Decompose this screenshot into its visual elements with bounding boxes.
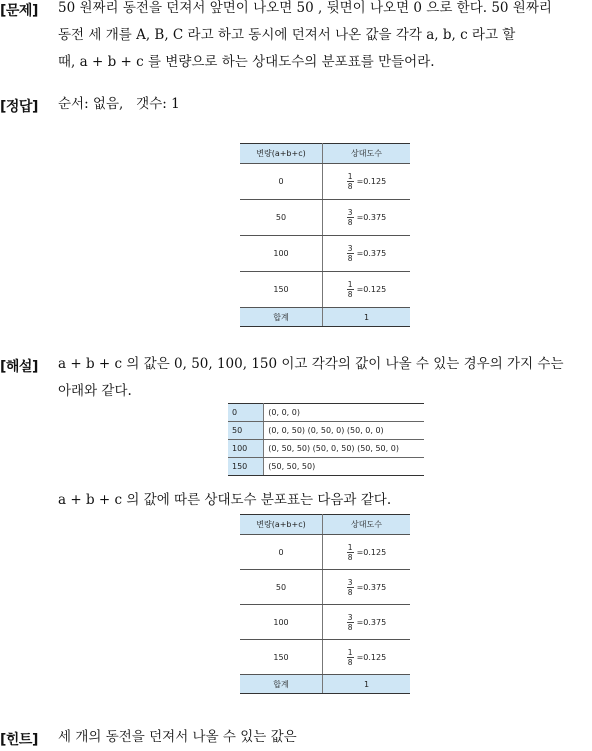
hint-line: 세 개의 동전을 던져서 나올 수 있는 값은 — [58, 729, 297, 745]
table2-cell-value: $\frac{1}{8}$ =0.125 — [323, 535, 411, 570]
case-value: (0, 0, 0) — [264, 404, 424, 422]
table2-total-value: 1 — [323, 675, 411, 694]
table2-header-relfreq: 상대도수 — [323, 515, 411, 535]
problem-text — [58, 0, 590, 76]
answer-tag: [정답] — [0, 99, 38, 115]
table1-header-variable: 변량(a+b+c) — [240, 144, 323, 164]
table1-cell-x: 0 — [240, 164, 323, 200]
fraction: $\frac{1}{8}$ — [347, 647, 353, 667]
case-key: 0 — [228, 404, 264, 422]
answer-text — [58, 91, 590, 118]
table2-cell-x: 150 — [240, 640, 323, 675]
table1-cell-value: $\frac{1}{8}$ =0.125 — [323, 164, 411, 200]
fraction: $\frac{3}{8}$ — [347, 612, 353, 632]
fraction: $\frac{1}{8}$ — [347, 172, 353, 191]
table1-cell-value: $\frac{1}{8}$ =0.125 — [323, 272, 411, 308]
solution-text — [58, 351, 590, 405]
cases-table — [228, 403, 424, 476]
problem-tag: [문제] — [0, 3, 38, 19]
table2-cell-x: 50 — [240, 570, 323, 605]
table1-cell-value: $\frac{3}{8}$ =0.375 — [323, 236, 411, 272]
fraction: $\frac{3}{8}$ — [347, 244, 353, 263]
table1-total-value: 1 — [323, 308, 411, 327]
table2-cell-value: $\frac{1}{8}$ =0.125 — [323, 640, 411, 675]
solution-tag: [해설] — [0, 359, 38, 375]
problem-line: 50 원짜리 동전을 던져서 앞면이 나오면 50 , 뒷면이 나오면 0 으로 한다. 50 원짜리 — [58, 0, 552, 16]
fraction: $\frac{3}{8}$ — [347, 208, 353, 227]
problem-line: 동전 세 개를 A, B, C 라고 하고 동시에 던져서 나온 값을 각각 a, b, c 라고 할 — [58, 27, 516, 43]
fraction: $\frac{3}{8}$ — [347, 577, 353, 597]
case-value: (0, 50, 50) (50, 0, 50) (50, 50, 0) — [264, 440, 424, 458]
hint-tag: [힌트] — [0, 732, 38, 748]
solution-text-2 — [58, 487, 590, 514]
answer-line: 순서: 없음, 갯수: 1 — [58, 96, 180, 112]
table1-header-relfreq: 상대도수 — [323, 144, 411, 164]
table1-cell-x: 150 — [240, 272, 323, 308]
table2-cell-value: $\frac{3}{8}$ =0.375 — [323, 605, 411, 640]
case-value: (50, 50, 50) — [264, 458, 424, 476]
solution-line: 아래와 같다. — [58, 383, 132, 399]
problem-line: 때, a + b + c 를 변량으로 하는 상대도수의 분포표를 만들어라. — [58, 54, 435, 70]
table1-cell-value: $\frac{3}{8}$ =0.375 — [323, 200, 411, 236]
table1-cell-x: 100 — [240, 236, 323, 272]
table2-total-label: 합계 — [240, 675, 323, 694]
table1-total-label: 합계 — [240, 308, 323, 327]
solution-line: a + b + c 의 값에 따른 상대도수 분포표는 다음과 같다. — [58, 492, 392, 508]
frequency-table-2 — [240, 514, 410, 694]
table1-cell-x: 50 — [240, 200, 323, 236]
solution-line: a + b + c 의 값은 0, 50, 100, 150 이고 각각의 값이 나올 수 있는 경우의 가지 수는 — [58, 356, 564, 372]
table2-cell-x: 0 — [240, 535, 323, 570]
fraction: $\frac{1}{8}$ — [347, 542, 353, 562]
table2-cell-value: $\frac{3}{8}$ =0.375 — [323, 570, 411, 605]
case-key: 50 — [228, 422, 264, 440]
frequency-table-1 — [240, 143, 410, 327]
table2-header-variable: 변량(a+b+c) — [240, 515, 323, 535]
case-value: (0, 0, 50) (0, 50, 0) (50, 0, 0) — [264, 422, 424, 440]
case-key: 150 — [228, 458, 264, 476]
case-key: 100 — [228, 440, 264, 458]
fraction: $\frac{1}{8}$ — [347, 280, 353, 299]
table2-cell-x: 100 — [240, 605, 323, 640]
